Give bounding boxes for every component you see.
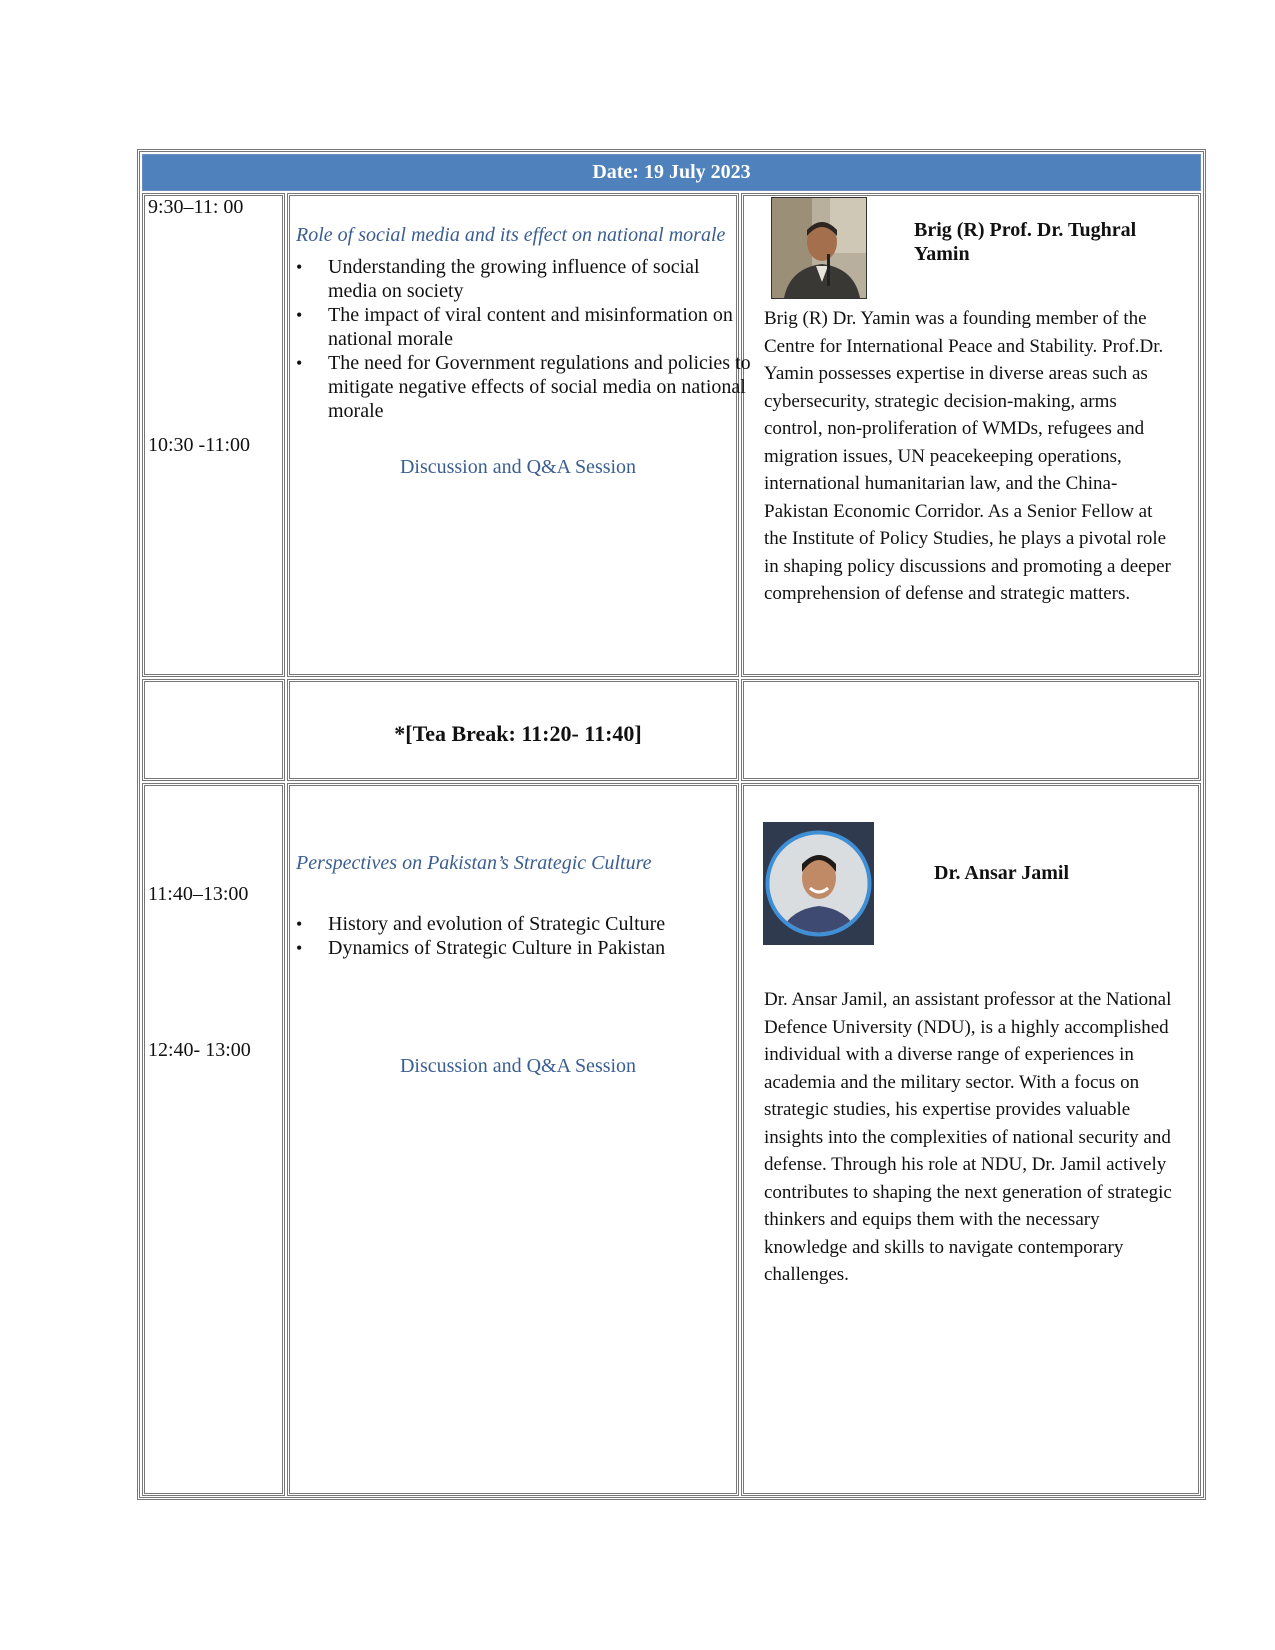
date-header: Date: 19 July 2023: [142, 154, 1201, 191]
list-item: • Dynamics of Strategic Culture in Pakistan: [296, 936, 751, 960]
session1-discussion: Discussion and Q&A Session: [399, 456, 637, 478]
session2-topic-cell: [287, 783, 739, 1496]
session1-bullet-list: [296, 255, 751, 423]
speaker-photo-jamil: [763, 822, 874, 945]
speaker-name-yamin: Brig (R) Prof. Dr. Tughral Yamin: [914, 219, 1137, 265]
speaker-bio-jamil: Dr. Ansar Jamil, an assistant professor at the National Defence University (NDU), is a highly accomplished individual with a diverse range of experiences in academia and the military sector. With a focus on strategic studies, his expertise provides valuable insights into the complexities of national security and defense. Through his role at NDU, Dr. Jamil actively contributes to shaping the next generation of strategic thinkers and equips them with the necessary knowledge and skills to navigate contemporary challenges.: [764, 989, 1172, 1285]
speaker-photo-yamin: [771, 197, 867, 299]
session1-time-start: 9:30–11: 00: [148, 196, 244, 218]
session2-discussion: Discussion and Q&A Session: [399, 1055, 637, 1077]
session2-time-discussion: 12:40- 13:00: [148, 1039, 251, 1061]
session1-topic: Role of social media and its effect on national morale: [296, 224, 726, 246]
session2-time-start: 11:40–13:00: [148, 883, 249, 905]
tea-break-label: *[Tea Break: 11:20- 11:40]: [394, 721, 642, 746]
portrait-image: [763, 822, 874, 945]
list-item: • History and evolution of Strategic Culture: [296, 912, 751, 936]
list-item: • Understanding the growing influence of social media on society: [296, 255, 751, 303]
list-item: • The need for Government regulations and policies to mitigate negative effects of social media on national morale: [296, 351, 751, 423]
session2-topic: Perspectives on Pakistan’s Strategic Culture: [296, 852, 652, 874]
list-item: • The impact of viral content and misinformation on national morale: [296, 303, 751, 351]
tea-time-cell: [142, 679, 285, 781]
tea-speaker-cell: [741, 679, 1201, 781]
portrait-image: [772, 198, 866, 298]
session1-time-discussion: 10:30 -11:00: [148, 434, 251, 456]
speaker-name-jamil: Dr. Ansar Jamil: [934, 862, 1070, 884]
speaker-bio-yamin: Brig (R) Dr. Yamin was a founding member of the Centre for International Peace and Stability. Prof.Dr. Yamin possesses expertise in diverse areas such as cybersecurity, strategic decision-making, arms control, non-proliferation of WMDs, refugees and migration issues, UN peacekeeping operations, international humanitarian law, and the China-Pakistan Economic Corridor. As a Senior Fellow at the Institute of Policy Studies, he plays a pivotal role in shaping policy discussions and promoting a deeper comprehension of defense and strategic matters.: [764, 308, 1171, 604]
session2-bullet-list: [296, 912, 751, 960]
